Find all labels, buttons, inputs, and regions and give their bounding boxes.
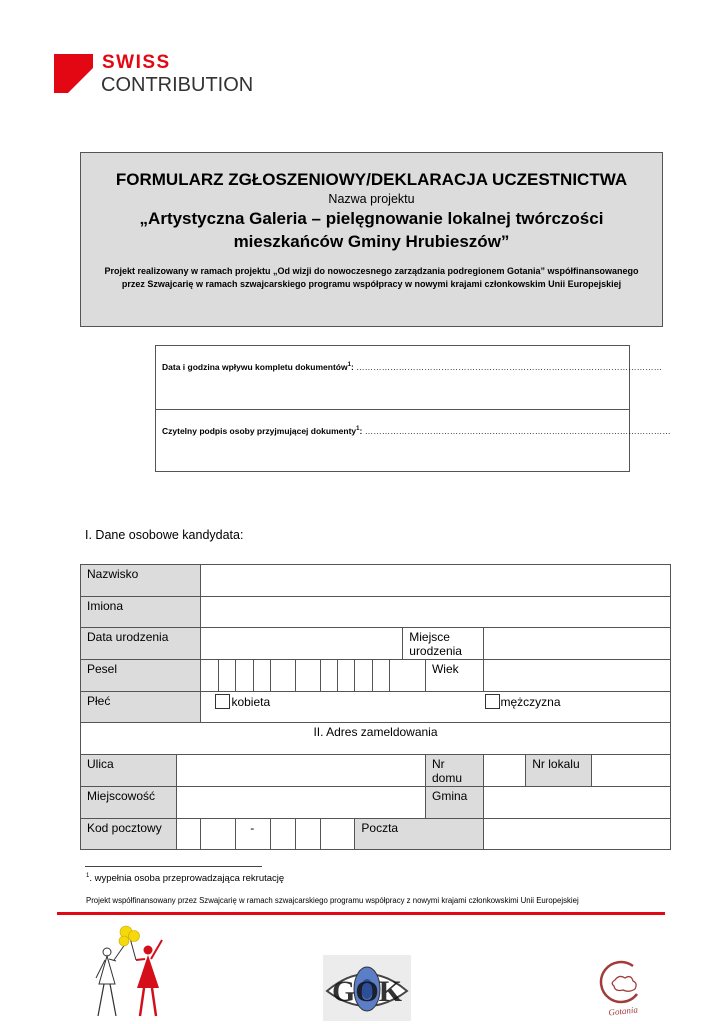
house-no-field[interactable] xyxy=(483,755,525,787)
postal-code-label: Kod pocztowy xyxy=(81,818,177,850)
street-label: Ulica xyxy=(81,755,177,787)
footnote xyxy=(86,873,284,884)
project-name xyxy=(81,207,662,253)
names-label: Imiona xyxy=(81,596,201,628)
project-description-line-1: Projekt realizowany w ramach projektu „Od wizji do nowoczesnego zarządzania podregionem Gotania” współfinansowanego xyxy=(104,266,639,276)
gender-label: Płeć xyxy=(81,691,201,723)
receipt-date-label: Data i godzina wpływu kompletu dokumentów xyxy=(162,362,348,372)
birth-place-field[interactable] xyxy=(483,628,670,660)
pesel-digit-field[interactable] xyxy=(201,660,218,692)
footnote-separator xyxy=(85,866,262,867)
swiss-logo-mark xyxy=(54,54,93,93)
birth-place-label: Miejsce urodzenia xyxy=(403,628,484,660)
receipt-date-field[interactable]: ……………………………………………………………………………………………… xyxy=(356,362,663,372)
project-name-line-2: mieszkańców Gminy Hrubieszów” xyxy=(233,232,510,251)
pesel-digit-field[interactable] xyxy=(218,660,235,692)
gok-eye-logo xyxy=(323,955,411,1021)
male-label: mężczyzna xyxy=(500,694,561,709)
municipality-field[interactable] xyxy=(483,786,670,818)
surname-label: Nazwisko xyxy=(81,565,201,597)
postal-code-digit-field[interactable] xyxy=(271,818,296,850)
age-label: Wiek xyxy=(425,660,483,692)
logo-swiss-text: SWISS xyxy=(102,52,171,73)
flat-no-label: Nr lokalu xyxy=(526,755,591,787)
footnote-text: . wypełnia osoba przeprowadzająca rekrutację xyxy=(89,873,285,885)
house-no-label: Nr domu xyxy=(425,755,483,787)
form-header-box xyxy=(80,152,663,327)
postal-code-digit-field[interactable] xyxy=(295,818,320,850)
gotania-text: Gotania xyxy=(607,1004,639,1018)
receipt-divider xyxy=(156,409,629,410)
male-checkbox[interactable] xyxy=(485,694,500,709)
cofinanced-note: Projekt współfinansowany przez Szwajcarię w ramach szwajcarskiego programu współpracy z nowymi krajami członkowskimi Unii Europejskiej xyxy=(86,896,579,905)
logo-contribution-text: CONTRIBUTION xyxy=(101,74,254,96)
pesel-digit-field[interactable] xyxy=(337,660,354,692)
personal-data-table xyxy=(80,564,671,850)
pesel-digit-field[interactable] xyxy=(253,660,270,692)
colon: : xyxy=(350,362,354,372)
project-name-line-1: „Artystyczna Galeria – pielęgnowanie lokalnej twórczości xyxy=(139,209,604,228)
pesel-digit-field[interactable] xyxy=(355,660,372,692)
names-field[interactable] xyxy=(201,596,671,628)
pesel-label: Pesel xyxy=(81,660,201,692)
birth-date-field[interactable] xyxy=(201,628,403,660)
town-field[interactable] xyxy=(176,786,425,818)
gok-letters: GOK xyxy=(331,975,403,1008)
flat-no-field[interactable] xyxy=(591,755,670,787)
receipt-signature-label: Czytelny podpis osoby przyjmującej dokumenty xyxy=(162,426,357,436)
receipt-signature-row[interactable] xyxy=(156,426,671,436)
surname-field[interactable] xyxy=(201,565,671,597)
age-field[interactable] xyxy=(483,660,670,692)
postal-code-digit-field[interactable] xyxy=(176,818,201,850)
gotania-logo xyxy=(597,958,649,1016)
footnote-ref: 1 xyxy=(347,362,351,369)
street-field[interactable] xyxy=(176,755,425,787)
project-label: Nazwa projektu xyxy=(328,192,415,206)
municipality-label: Gmina xyxy=(425,786,483,818)
figures-balloons-logo xyxy=(90,922,170,1022)
post-office-label: Poczta xyxy=(355,818,483,850)
receipt-date-row[interactable] xyxy=(156,362,663,372)
footnote-ref: 1 xyxy=(356,426,360,433)
postal-code-digit-field[interactable] xyxy=(201,818,236,850)
address-section-title: II. Adres zameldowania xyxy=(81,723,671,755)
female-label: kobieta xyxy=(231,694,271,709)
pesel-digit-field[interactable] xyxy=(320,660,337,692)
receipt-signature-field[interactable]: ……………………………………………………………………………………………… xyxy=(364,426,671,436)
swiss-contribution-logo xyxy=(54,54,254,96)
project-description xyxy=(81,265,662,291)
section-personal-title: I. Dane osobowe kandydata: xyxy=(85,528,244,542)
project-description-line-2: przez Szwajcarię w ramach szwajcarskiego programu współpracy w nowymi krajami członkowskim Unii Europejskiej xyxy=(121,279,622,289)
birth-date-label: Data urodzenia xyxy=(81,628,201,660)
receipt-box xyxy=(155,345,671,472)
gender-options xyxy=(201,691,671,723)
colon: : xyxy=(359,426,363,436)
pesel-digit-field[interactable] xyxy=(295,660,320,692)
pesel-digit-field[interactable] xyxy=(372,660,389,692)
form-title: FORMULARZ ZGŁOSZENIOWY/DEKLARACJA UCZESTNICTWA xyxy=(115,170,628,189)
town-label: Miejscowość xyxy=(81,786,177,818)
post-office-field[interactable] xyxy=(483,818,670,850)
pesel-digit-field[interactable] xyxy=(390,660,426,692)
footnote-mark: 1 xyxy=(86,873,90,879)
footer-red-line xyxy=(57,912,665,915)
postal-code-digit-field[interactable] xyxy=(320,818,355,850)
postal-code-dash: - xyxy=(236,818,271,850)
female-checkbox[interactable] xyxy=(215,694,230,709)
pesel-digit-field[interactable] xyxy=(271,660,296,692)
pesel-digit-field[interactable] xyxy=(236,660,253,692)
